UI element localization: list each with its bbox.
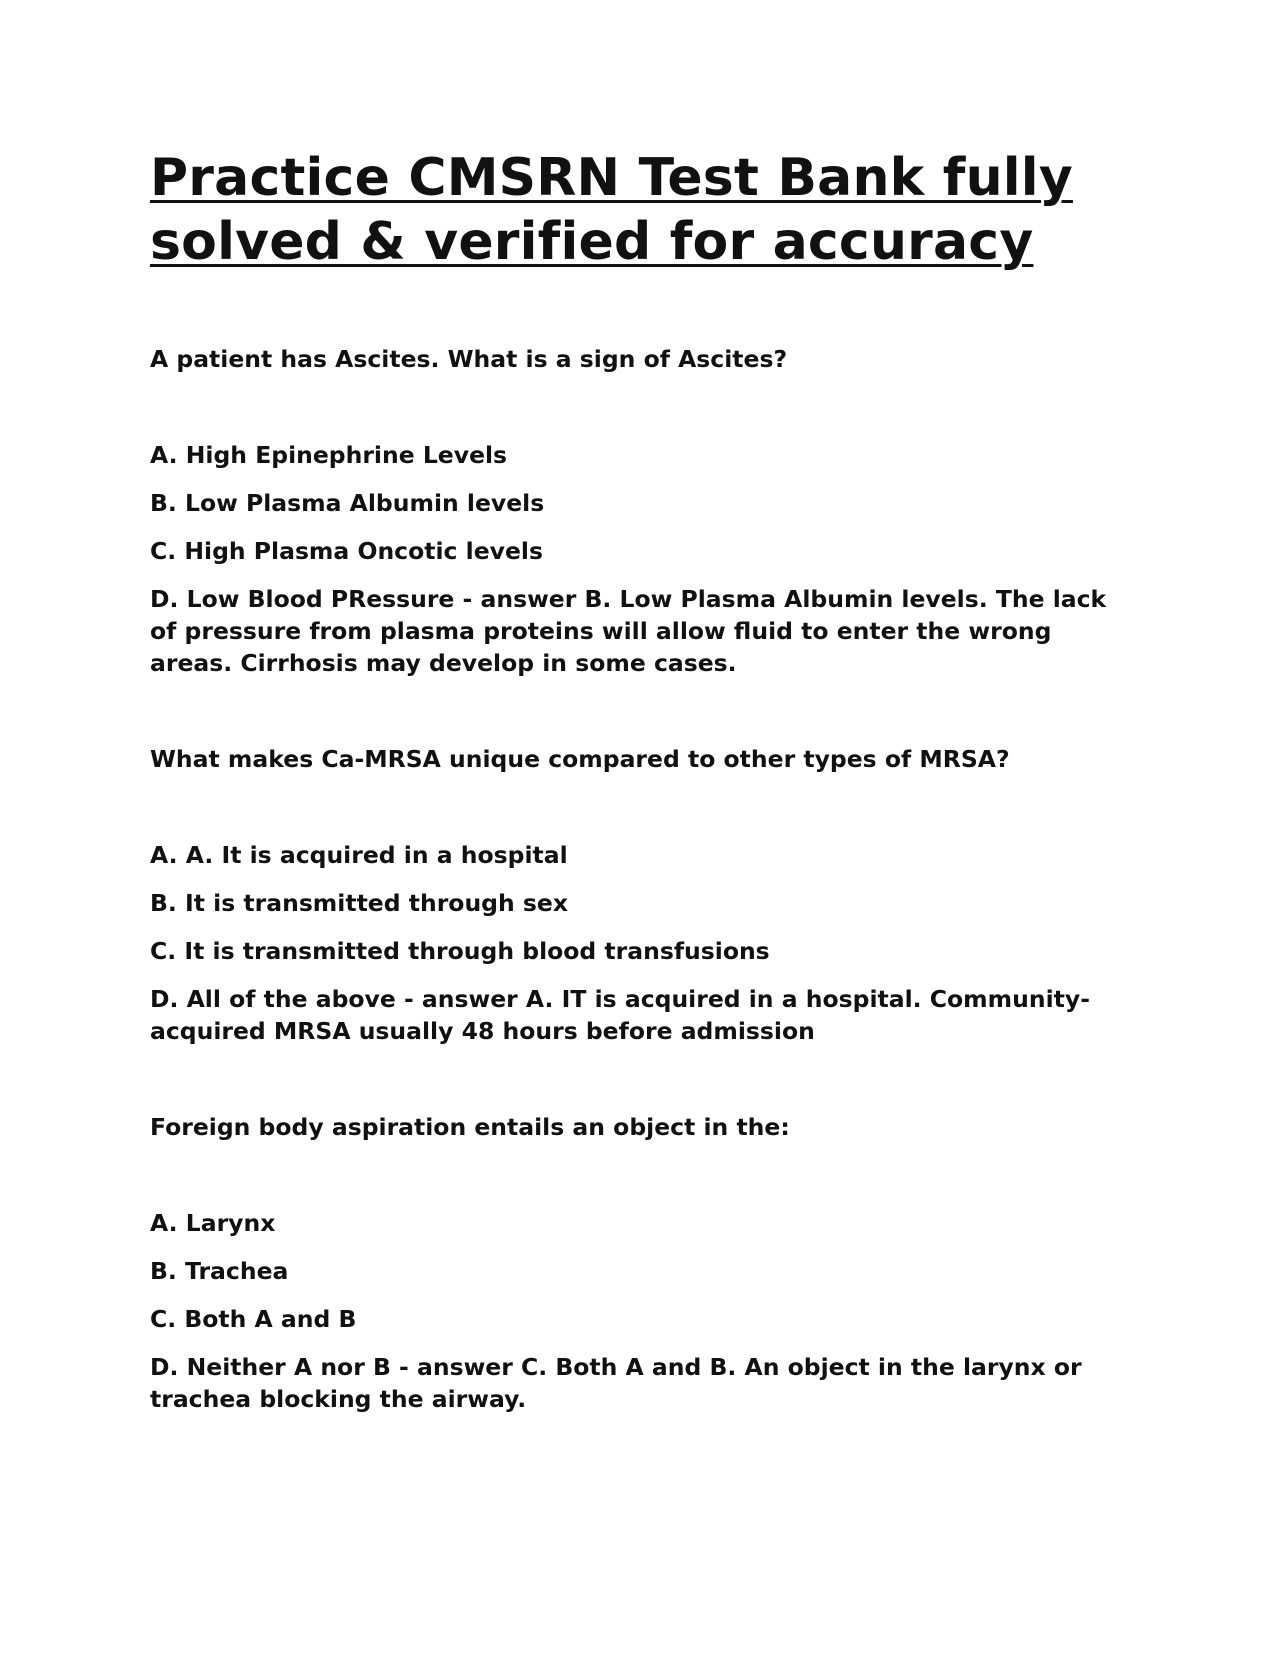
title-line-1: Practice CMSRN Test Bank fully [150,148,1073,208]
question-text: A patient has Ascites. What is a sign of Ascites? [150,345,788,373]
option-a: A. A. It is acquired in a hospital [150,841,568,869]
option-a: A. Larynx [150,1209,276,1237]
option-d-answer: D. Neither A nor B - answer C. Both A and B. An object in the larynx or trachea blocking the airway. [150,1353,1082,1413]
title-line-2: solved & verified for accuracy [150,212,1034,272]
question-block [150,1111,1130,1415]
option-d-answer: D. All of the above - answer A. IT is acquired in a hospital. Community-acquired MRSA usually 48 hours before admission [150,985,1090,1045]
question-text: Foreign body aspiration entails an object in the: [150,1113,790,1141]
option-a: A. High Epinephrine Levels [150,441,508,469]
option-c: C. Both A and B [150,1305,357,1333]
question-block [150,743,1130,1047]
option-c: C. High Plasma Oncotic levels [150,537,543,565]
option-b: B. Trachea [150,1257,289,1285]
question-block [150,343,1130,679]
option-b: B. Low Plasma Albumin levels [150,489,545,517]
question-text: What makes Ca-MRSA unique compared to other types of MRSA? [150,745,1010,773]
option-c: C. It is transmitted through blood transfusions [150,937,770,965]
document-content [150,146,1130,1415]
option-b: B. It is transmitted through sex [150,889,568,917]
document-title [150,146,1130,274]
option-d-answer: D. Low Blood PRessure - answer B. Low Plasma Albumin levels. The lack of pressure from plasma proteins will allow fluid to enter the wrong areas. Cirrhosis may develop in some cases. [150,585,1107,677]
